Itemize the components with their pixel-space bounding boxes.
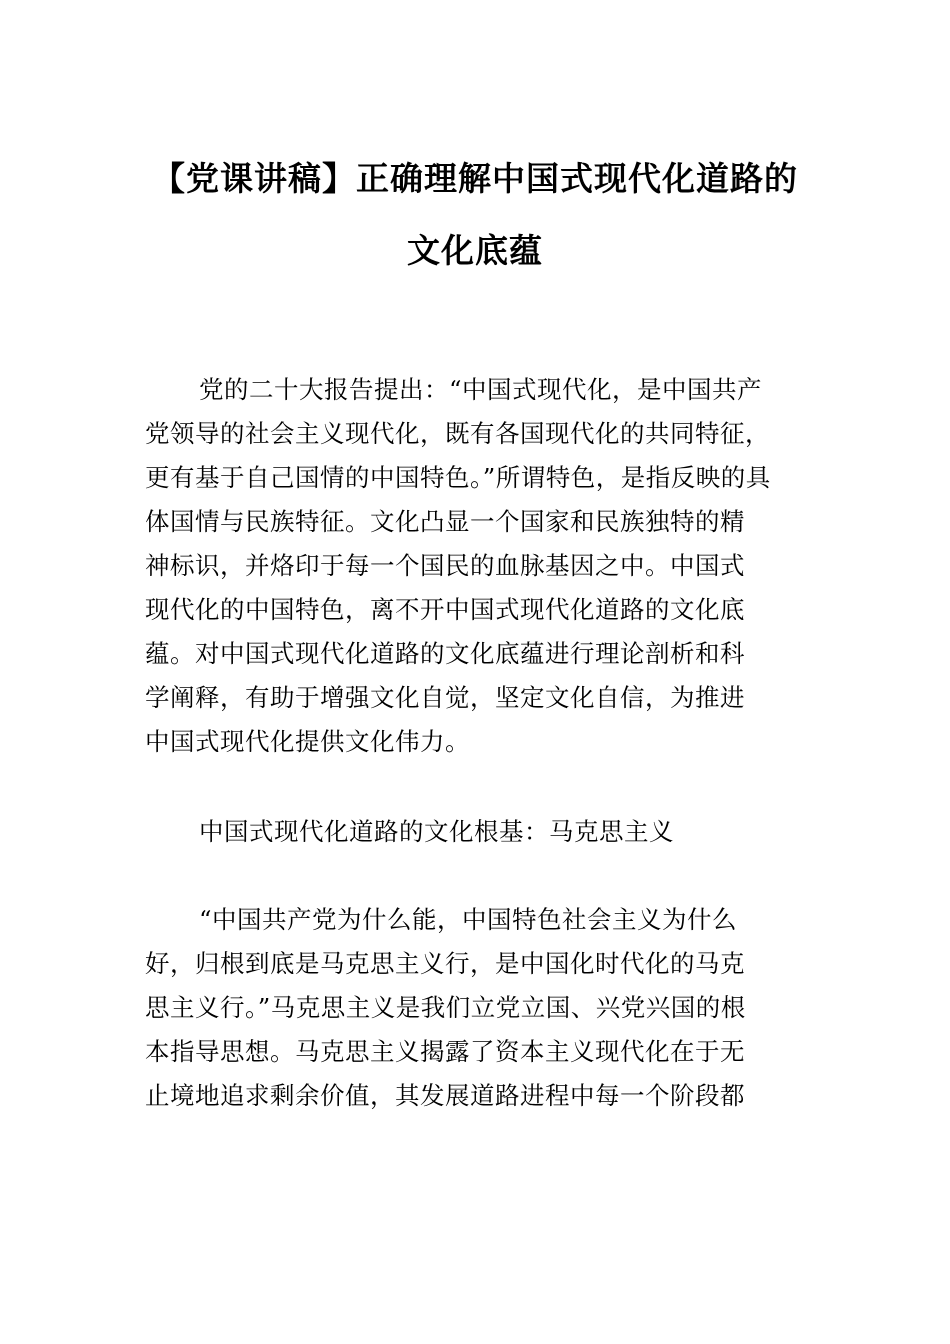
paragraph-1-line: 党领导的社会主义现代化，既有各国现代化的共同特征，	[145, 419, 770, 448]
paragraph-2-line: 好，归根到底是马克思主义行，是中国化时代化的马克	[145, 949, 745, 978]
paragraph-1-line: 党的二十大报告提出：“中国式现代化，是中国共产	[199, 375, 763, 404]
paragraph-2-line: “中国共产党为什么能，中国特色社会主义为什么	[199, 905, 738, 934]
paragraph-2-line: 本指导思想。马克思主义揭露了资本主义现代化在于无	[145, 1037, 745, 1066]
document-title-line-1: 【党课讲稿】正确理解中国式现代化道路的	[152, 159, 798, 198]
paragraph-1-line: 中国式现代化提供文化伟力。	[145, 727, 470, 756]
paragraph-2-line: 思主义行。”马克思主义是我们立党立国、兴党兴国的根	[145, 993, 746, 1022]
paragraph-1-line: 体国情与民族特征。文化凸显一个国家和民族独特的精	[145, 507, 745, 536]
paragraph-1-line: 神标识，并烙印于每一个国民的血脉基因之中。中国式	[145, 551, 745, 580]
paragraph-2-line: 止境地追求剩余价值，其发展道路进程中每一个阶段都	[145, 1081, 745, 1110]
section-heading-1: 中国式现代化道路的文化根基：马克思主义	[199, 817, 674, 846]
paragraph-1-line: 蕴。对中国式现代化道路的文化底蕴进行理论剖析和科	[145, 639, 745, 668]
paragraph-1-line: 学阐释，有助于增强文化自觉，坚定文化自信，为推进	[145, 683, 745, 712]
document-title-line-2: 文化底蕴	[407, 231, 543, 270]
paragraph-1-line: 更有基于自己国情的中国特色。”所谓特色，是指反映的具	[145, 463, 771, 492]
paragraph-1-line: 现代化的中国特色，离不开中国式现代化道路的文化底	[145, 595, 745, 624]
